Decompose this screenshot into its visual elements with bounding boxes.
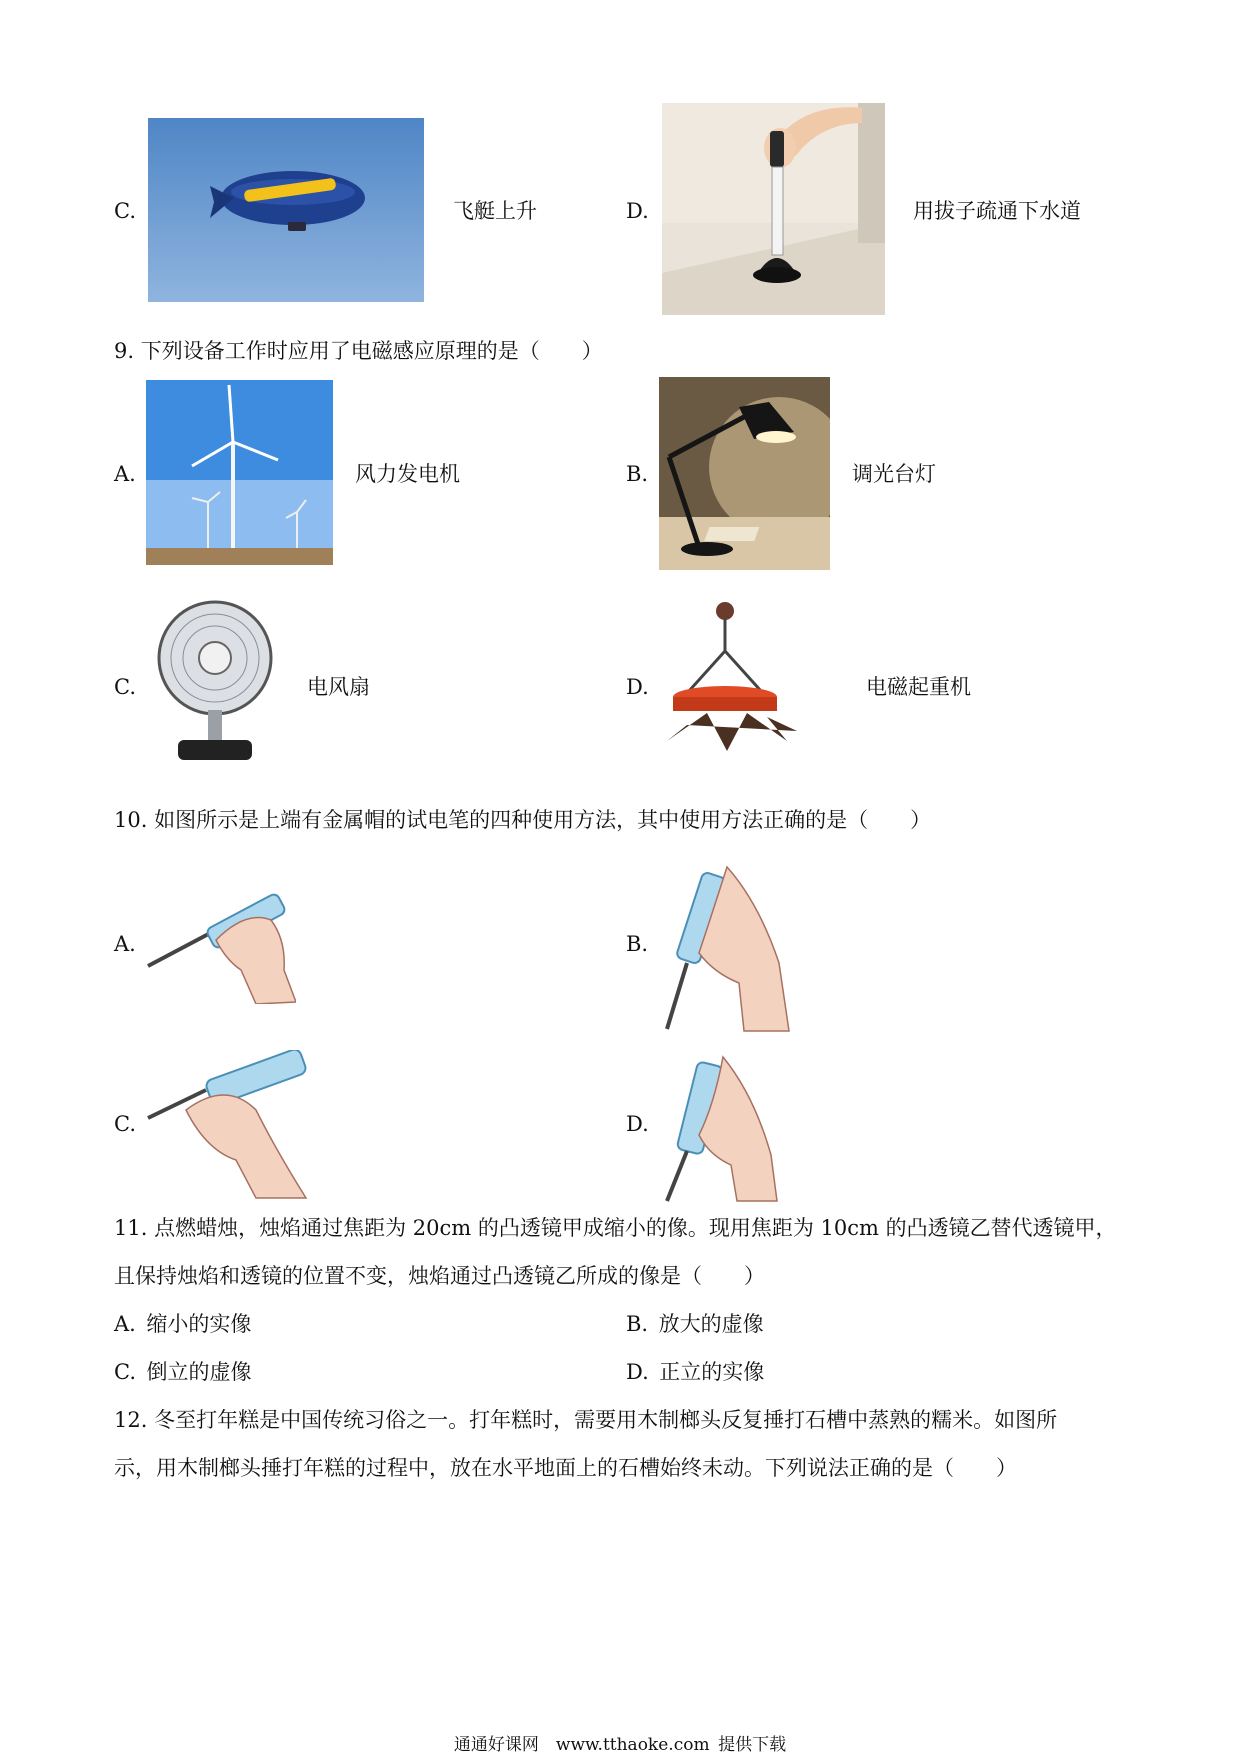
test-pen-grip-b-illustration bbox=[659, 863, 793, 1033]
electric-fan-photo bbox=[152, 598, 278, 770]
q9-option-d-caption: 电磁起重机 bbox=[866, 675, 971, 699]
q12-stem-line1: 12. 冬至打年糕是中国传统习俗之一。打年糕时，需要用木制榔头反复捶打石槽中蒸熟的糯米。如图所 bbox=[114, 1408, 1058, 1432]
q12-stem-line2: 示，用木制榔头捶打年糕的过程中，放在水平地面上的石槽始终未动。下列说法正确的是（ ） bbox=[114, 1456, 1017, 1480]
q8-option-c-caption: 飞艇上升 bbox=[453, 199, 537, 223]
q9-option-c-label: C. bbox=[114, 675, 136, 699]
q8-option-c-label: C. bbox=[114, 199, 136, 223]
page-footer bbox=[0, 1730, 1240, 1755]
q11-stem-line1: 11. 点燃蜡烛，烛焰通过焦距为 20cm 的凸透镜甲成缩小的像。现用焦距为 10cm 的凸透镜乙替代透镜甲， bbox=[114, 1216, 1117, 1240]
test-pen-grip-c-illustration bbox=[146, 1050, 311, 1200]
q11-option-d-text: 正立的实像 bbox=[659, 1360, 765, 1384]
q10-option-b-label: B. bbox=[626, 932, 649, 956]
q11-option-d-label: D. bbox=[626, 1360, 649, 1384]
q9-option-a-label: A. bbox=[114, 462, 136, 486]
q11-option-a-text: 缩小的实像 bbox=[146, 1312, 252, 1336]
q8-option-d-caption: 用拔子疏通下水道 bbox=[913, 199, 1081, 223]
footer-site: 通通好课网 bbox=[453, 1735, 539, 1755]
q11-option-b-label: B. bbox=[626, 1312, 649, 1336]
q11-stem-line2: 且保持烛焰和透镜的位置不变，烛焰通过凸透镜乙所成的像是（ ） bbox=[114, 1264, 765, 1288]
q11-option-b bbox=[626, 1310, 764, 1338]
q9-option-d-label: D. bbox=[626, 675, 649, 699]
test-pen-grip-d-illustration bbox=[659, 1055, 781, 1203]
q8-option-d-label: D. bbox=[626, 199, 649, 223]
q9-option-b-label: B. bbox=[626, 462, 649, 486]
q10-option-a-label: A. bbox=[114, 932, 136, 956]
q11-option-d bbox=[626, 1358, 764, 1386]
footer-suffix: 提供下载 bbox=[718, 1735, 787, 1755]
desk-lamp-photo bbox=[659, 377, 830, 570]
wind-turbine-photo bbox=[146, 380, 333, 565]
electromagnetic-crane-photo bbox=[667, 601, 823, 761]
airship-photo bbox=[148, 118, 424, 302]
q10-option-d-label: D. bbox=[626, 1112, 649, 1136]
q9-option-c-caption: 电风扇 bbox=[307, 675, 370, 699]
footer-url[interactable]: www.tthaoke.com bbox=[555, 1735, 710, 1755]
q11-option-c-text: 倒立的虚像 bbox=[146, 1360, 252, 1384]
q11-option-a bbox=[114, 1310, 251, 1338]
q10-option-c-label: C. bbox=[114, 1112, 136, 1136]
q10-stem: 10. 如图所示是上端有金属帽的试电笔的四种使用方法，其中使用方法正确的是（ ） bbox=[114, 808, 932, 832]
q11-option-b-text: 放大的虚像 bbox=[658, 1312, 764, 1336]
q9-stem: 9. 下列设备工作时应用了电磁感应原理的是（ ） bbox=[114, 339, 603, 363]
q9-option-b-caption: 调光台灯 bbox=[852, 462, 936, 486]
q9-option-a-caption: 风力发电机 bbox=[355, 462, 460, 486]
q11-option-c-label: C. bbox=[114, 1360, 136, 1384]
plunger-photo bbox=[662, 103, 885, 315]
q11-option-a-label: A. bbox=[114, 1312, 136, 1336]
test-pen-grip-a-illustration bbox=[146, 880, 296, 1004]
q11-option-c bbox=[114, 1358, 252, 1386]
